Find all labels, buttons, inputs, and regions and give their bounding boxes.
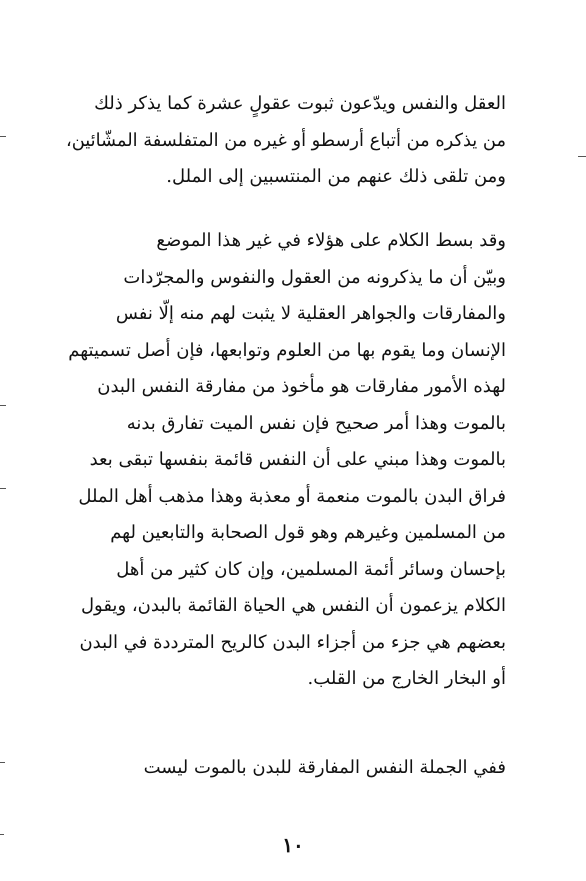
text-line: الإنسان وما يقوم بها من العلوم وتوابعها، فإن أصل تسميتهم: [68, 339, 506, 361]
text-line: فراق البدن بالموت منعمة أو معذبة وهذا مذهب أهل الملل: [78, 485, 506, 507]
text-line: وبيّن أن ما يذكرونه من العقول والنفوس والمجرّدات: [123, 266, 506, 288]
text-line: من المسلمين وغيرهم وهو قول الصحابة والتابعين لهم: [110, 522, 506, 543]
margin-mark: [578, 156, 586, 157]
text-line: بعضهم هي جزء من أجزاء البدن كالريح المترددة في البدن: [79, 631, 506, 653]
text-line: وقد بسط الكلام على هؤلاء في غير هذا الموضع: [156, 230, 506, 251]
paragraph-3: [66, 750, 506, 787]
paragraph-2: [66, 223, 506, 698]
margin-mark: [0, 488, 6, 489]
text-line: لهذه الأمور مفارقات هو مأخوذ من مفارقة النفس البدن: [97, 376, 506, 397]
text-line: ففي الجملة النفس المفارقة للبدن بالموت ليست: [143, 757, 506, 778]
text-line: بالموت وهذا مبني على أن النفس قائمة بنفسها تبقى بعد: [89, 449, 506, 470]
paragraph-1: [66, 86, 506, 196]
page-number: ١٠: [282, 833, 304, 857]
margin-mark: [0, 136, 6, 137]
margin-mark: [0, 405, 6, 406]
margin-mark: [0, 762, 5, 763]
text-line: والمفارقات والجواهر العقلية لا يثبت لهم منه إلّا نفس: [115, 303, 506, 324]
text-line: الكلام يزعمون أن النفس هي الحياة القائمة بالبدن، ويقول: [80, 595, 506, 616]
text-line: بإحسان وسائر أئمة المسلمين، وإن كان كثير من أهل: [116, 558, 506, 580]
text-line: ومن تلقى ذلك عنهم من المنتسبين إلى الملل.: [166, 166, 506, 187]
text-line: العقل والنفس ويدّعون ثبوت عقولٍ عشرة كما يذكر ذلك: [94, 93, 506, 114]
text-line: من يذكره من أتباع أرسطو أو غيره من المتفلسفة المشّائين،: [65, 129, 506, 151]
text-line: أو البخار الخارج من القلب.: [307, 668, 506, 689]
text-line: بالموت وهذا أمر صحيح فإن نفس الميت تفارق بدنه: [126, 412, 506, 434]
